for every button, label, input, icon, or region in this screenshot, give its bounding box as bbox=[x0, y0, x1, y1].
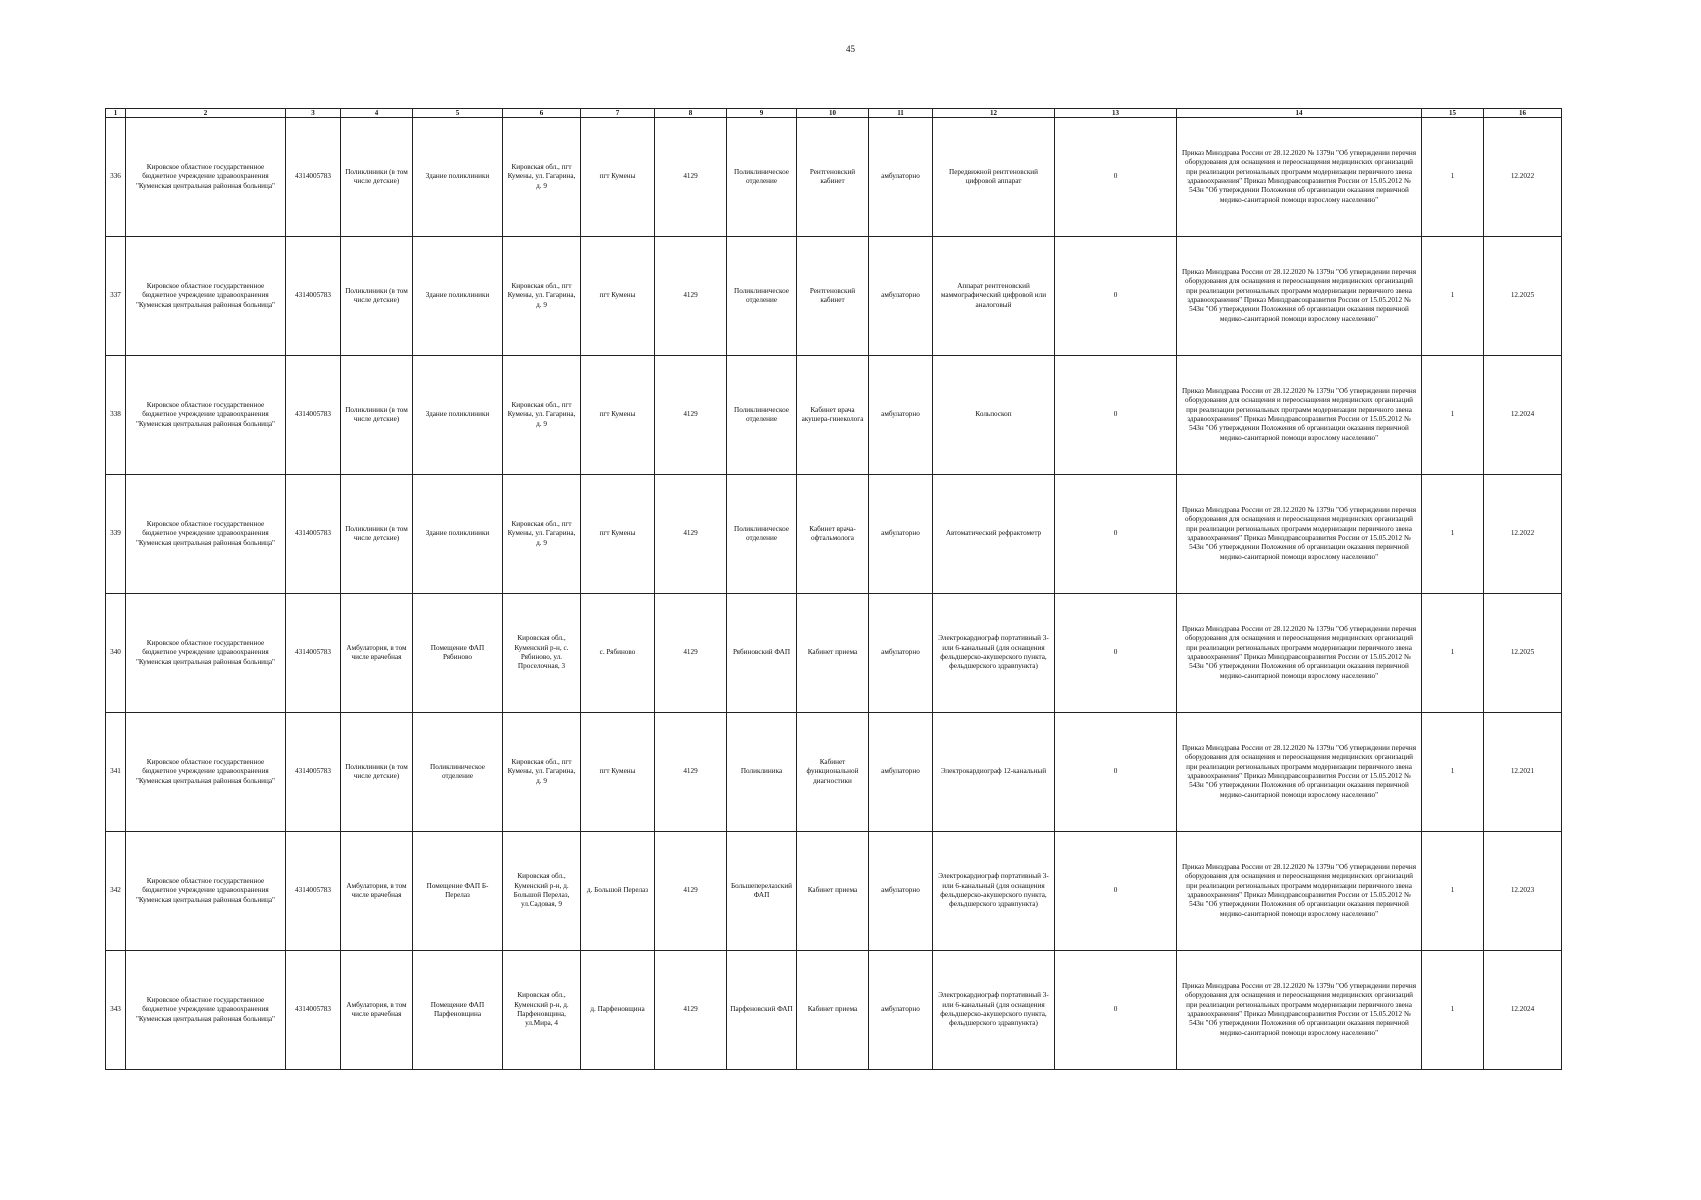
cell-address: Кировская обл., пгт Кумены, ул. Гагарина, д. 9 bbox=[503, 475, 581, 594]
cell-organization: Кировское областное государственное бюджетное учреждение здравоохранения "Куменская центральная районная больница" bbox=[126, 475, 286, 594]
table-row bbox=[106, 832, 1562, 951]
cell-row-number: 339 bbox=[106, 475, 126, 594]
cell-building: Помещение ФАП Рябиново bbox=[413, 594, 503, 713]
cell-address: Кировская обл., пгт Кумены, ул. Гагарина, д. 9 bbox=[503, 713, 581, 832]
cell-code: 4129 bbox=[655, 356, 727, 475]
cell-address: Кировская обл., Куменский р-н, с. Рябиново, ул. Проселочная, 3 bbox=[503, 594, 581, 713]
cell-equipment: Электрокардиограф 12-канальный bbox=[933, 713, 1055, 832]
cell-row-number: 342 bbox=[106, 832, 126, 951]
cell-existing-count: 0 bbox=[1055, 237, 1177, 356]
cell-facility-type: Поликлиники (в том числе детские) bbox=[341, 713, 413, 832]
table-row bbox=[106, 594, 1562, 713]
cell-locality: д. Большой Перелаз bbox=[581, 832, 655, 951]
column-number-10: 10 bbox=[797, 109, 869, 118]
cell-department: Поликлиническое отделение bbox=[727, 475, 797, 594]
cell-legal-basis: Приказ Минздрава России от 28.12.2020 № 1379н "Об утверждении перечня оборудования для оснащения и переоснащения медицинских организаций при реализации региональных программ модернизации первичного звена здравоохранения" Приказ Минздравсоцразвития России от 15.05.2012 № 543н "Об утверждении Положения об организации оказания первичной медико-санитарной помощи взрослому населению" bbox=[1177, 356, 1422, 475]
cell-building: Здание поликлиники bbox=[413, 237, 503, 356]
cell-address: Кировская обл., пгт Кумены, ул. Гагарина, д. 9 bbox=[503, 356, 581, 475]
cell-quantity: 1 bbox=[1422, 832, 1484, 951]
cell-organization: Кировское областное государственное бюджетное учреждение здравоохранения "Куменская центральная районная больница" bbox=[126, 713, 286, 832]
cell-inn: 4314005783 bbox=[286, 713, 341, 832]
cell-existing-count: 0 bbox=[1055, 713, 1177, 832]
cell-care-mode: амбулаторно bbox=[869, 713, 933, 832]
cell-code: 4129 bbox=[655, 713, 727, 832]
column-number-7: 7 bbox=[581, 109, 655, 118]
cell-facility-type: Поликлиники (в том числе детские) bbox=[341, 118, 413, 237]
cell-inn: 4314005783 bbox=[286, 475, 341, 594]
page-number: 45 bbox=[846, 44, 855, 54]
cell-room: Кабинет врача акушера-гинеколога bbox=[797, 356, 869, 475]
cell-legal-basis: Приказ Минздрава России от 28.12.2020 № 1379н "Об утверждении перечня оборудования для оснащения и переоснащения медицинских организаций при реализации региональных программ модернизации первичного звена здравоохранения" Приказ Минздравсоцразвития России от 15.05.2012 № 543н "Об утверждении Положения об организации оказания первичной медико-санитарной помощи взрослому населению" bbox=[1177, 475, 1422, 594]
table-row bbox=[106, 237, 1562, 356]
cell-organization: Кировское областное государственное бюджетное учреждение здравоохранения "Куменская центральная районная больница" bbox=[126, 356, 286, 475]
cell-date: 12.2024 bbox=[1484, 951, 1562, 1070]
cell-building: Поликлиническое отделение bbox=[413, 713, 503, 832]
cell-locality: д. Парфеновщина bbox=[581, 951, 655, 1070]
cell-facility-type: Амбулатория, в том числе врачебная bbox=[341, 832, 413, 951]
table-row bbox=[106, 118, 1562, 237]
cell-care-mode: амбулаторно bbox=[869, 475, 933, 594]
cell-organization: Кировское областное государственное бюджетное учреждение здравоохранения "Куменская центральная районная больница" bbox=[126, 118, 286, 237]
cell-legal-basis: Приказ Минздрава России от 28.12.2020 № 1379н "Об утверждении перечня оборудования для оснащения и переоснащения медицинских организаций при реализации региональных программ модернизации первичного звена здравоохранения" Приказ Минздравсоцразвития России от 15.05.2012 № 543н "Об утверждении Положения об организации оказания первичной медико-санитарной помощи взрослому населению" bbox=[1177, 594, 1422, 713]
cell-care-mode: амбулаторно bbox=[869, 594, 933, 713]
cell-equipment: Передвижной рентгеновский цифровой аппарат bbox=[933, 118, 1055, 237]
cell-existing-count: 0 bbox=[1055, 832, 1177, 951]
cell-equipment: Кольпоскоп bbox=[933, 356, 1055, 475]
cell-quantity: 1 bbox=[1422, 713, 1484, 832]
cell-quantity: 1 bbox=[1422, 356, 1484, 475]
cell-inn: 4314005783 bbox=[286, 951, 341, 1070]
cell-equipment: Автоматический рефрактометр bbox=[933, 475, 1055, 594]
cell-legal-basis: Приказ Минздрава России от 28.12.2020 № 1379н "Об утверждении перечня оборудования для оснащения и переоснащения медицинских организаций при реализации региональных программ модернизации первичного звена здравоохранения" Приказ Минздравсоцразвития России от 15.05.2012 № 543н "Об утверждении Положения об организации оказания первичной медико-санитарной помощи взрослому населению" bbox=[1177, 713, 1422, 832]
cell-date: 12.2024 bbox=[1484, 356, 1562, 475]
cell-room: Кабинет приема bbox=[797, 832, 869, 951]
cell-care-mode: амбулаторно bbox=[869, 832, 933, 951]
cell-date: 12.2025 bbox=[1484, 237, 1562, 356]
cell-building: Здание поликлиники bbox=[413, 475, 503, 594]
cell-care-mode: амбулаторно bbox=[869, 237, 933, 356]
cell-building: Здание поликлиники bbox=[413, 356, 503, 475]
cell-equipment: Электрокардиограф портативный 3- или 6-канальный (для оснащения фельдшерско-акушерского пункта, фельдшерского здравпункта) bbox=[933, 832, 1055, 951]
cell-locality: пгт Кумены bbox=[581, 237, 655, 356]
column-number-12: 12 bbox=[933, 109, 1055, 118]
cell-department: Поликлиническое отделение bbox=[727, 237, 797, 356]
table-body bbox=[106, 118, 1562, 1070]
cell-date: 12.2022 bbox=[1484, 118, 1562, 237]
column-number-1: 1 bbox=[106, 109, 126, 118]
cell-equipment: Электрокардиограф портативный 3- или 6-канальный (для оснащения фельдшерско-акушерского пункта, фельдшерского здравпункта) bbox=[933, 951, 1055, 1070]
cell-facility-type: Поликлиники (в том числе детские) bbox=[341, 237, 413, 356]
cell-room: Рентгеновский кабинет bbox=[797, 118, 869, 237]
cell-code: 4129 bbox=[655, 237, 727, 356]
cell-department: Поликлиническое отделение bbox=[727, 118, 797, 237]
cell-room: Рентгеновский кабинет bbox=[797, 237, 869, 356]
cell-room: Кабинет приема bbox=[797, 594, 869, 713]
cell-legal-basis: Приказ Минздрава России от 28.12.2020 № 1379н "Об утверждении перечня оборудования для оснащения и переоснащения медицинских организаций при реализации региональных программ модернизации первичного звена здравоохранения" Приказ Минздравсоцразвития России от 15.05.2012 № 543н "Об утверждении Положения об организации оказания первичной медико-санитарной помощи взрослому населению" bbox=[1177, 118, 1422, 237]
cell-row-number: 343 bbox=[106, 951, 126, 1070]
cell-date: 12.2022 bbox=[1484, 475, 1562, 594]
table-row bbox=[106, 951, 1562, 1070]
cell-room: Кабинет приема bbox=[797, 951, 869, 1070]
cell-facility-type: Поликлиники (в том числе детские) bbox=[341, 475, 413, 594]
table-row bbox=[106, 475, 1562, 594]
cell-code: 4129 bbox=[655, 118, 727, 237]
cell-department: Рябиновский ФАП bbox=[727, 594, 797, 713]
cell-locality: пгт Кумены bbox=[581, 713, 655, 832]
cell-organization: Кировское областное государственное бюджетное учреждение здравоохранения "Куменская центральная районная больница" bbox=[126, 594, 286, 713]
cell-date: 12.2023 bbox=[1484, 832, 1562, 951]
cell-care-mode: амбулаторно bbox=[869, 951, 933, 1070]
cell-address: Кировская обл., пгт Кумены, ул. Гагарина, д. 9 bbox=[503, 118, 581, 237]
cell-equipment: Электрокардиограф портативный 3- или 6-канальный (для оснащения фельдшерско-акушерского пункта, фельдшерского здравпункта) bbox=[933, 594, 1055, 713]
cell-row-number: 336 bbox=[106, 118, 126, 237]
cell-facility-type: Амбулатория, в том числе врачебная bbox=[341, 594, 413, 713]
cell-quantity: 1 bbox=[1422, 594, 1484, 713]
cell-code: 4129 bbox=[655, 832, 727, 951]
table-row bbox=[106, 713, 1562, 832]
cell-care-mode: амбулаторно bbox=[869, 356, 933, 475]
cell-department: Поликлиническое отделение bbox=[727, 356, 797, 475]
cell-inn: 4314005783 bbox=[286, 832, 341, 951]
cell-organization: Кировское областное государственное бюджетное учреждение здравоохранения "Куменская центральная районная больница" bbox=[126, 237, 286, 356]
cell-address: Кировская обл., Куменский р-н, д. Парфеновщина, ул.Мира, 4 bbox=[503, 951, 581, 1070]
header-row bbox=[106, 109, 1562, 118]
column-number-15: 15 bbox=[1422, 109, 1484, 118]
cell-building: Здание поликлиники bbox=[413, 118, 503, 237]
cell-inn: 4314005783 bbox=[286, 118, 341, 237]
cell-department: Большеперелазский ФАП bbox=[727, 832, 797, 951]
cell-building: Помещение ФАП Б-Перелаз bbox=[413, 832, 503, 951]
cell-code: 4129 bbox=[655, 475, 727, 594]
cell-locality: пгт Кумены bbox=[581, 118, 655, 237]
cell-locality: пгт Кумены bbox=[581, 356, 655, 475]
cell-address: Кировская обл., Куменский р-н, д. Большой Перелаз, ул.Садовая, 9 bbox=[503, 832, 581, 951]
table-row bbox=[106, 356, 1562, 475]
column-number-13: 13 bbox=[1055, 109, 1177, 118]
cell-row-number: 337 bbox=[106, 237, 126, 356]
cell-date: 12.2021 bbox=[1484, 713, 1562, 832]
cell-existing-count: 0 bbox=[1055, 356, 1177, 475]
cell-row-number: 338 bbox=[106, 356, 126, 475]
cell-locality: с. Рябиново bbox=[581, 594, 655, 713]
cell-code: 4129 bbox=[655, 951, 727, 1070]
column-number-header bbox=[106, 109, 1562, 118]
cell-inn: 4314005783 bbox=[286, 594, 341, 713]
cell-inn: 4314005783 bbox=[286, 356, 341, 475]
column-number-2: 2 bbox=[126, 109, 286, 118]
column-number-8: 8 bbox=[655, 109, 727, 118]
column-number-11: 11 bbox=[869, 109, 933, 118]
column-number-3: 3 bbox=[286, 109, 341, 118]
column-number-6: 6 bbox=[503, 109, 581, 118]
column-number-5: 5 bbox=[413, 109, 503, 118]
cell-organization: Кировское областное государственное бюджетное учреждение здравоохранения "Куменская центральная районная больница" bbox=[126, 951, 286, 1070]
cell-room: Кабинет функциональной диагностики bbox=[797, 713, 869, 832]
cell-quantity: 1 bbox=[1422, 237, 1484, 356]
cell-equipment: Аппарат рентгеновский маммографический цифровой или аналоговый bbox=[933, 237, 1055, 356]
cell-row-number: 340 bbox=[106, 594, 126, 713]
cell-care-mode: амбулаторно bbox=[869, 118, 933, 237]
cell-building: Помещение ФАП Парфеновщина bbox=[413, 951, 503, 1070]
cell-legal-basis: Приказ Минздрава России от 28.12.2020 № 1379н "Об утверждении перечня оборудования для оснащения и переоснащения медицинских организаций при реализации региональных программ модернизации первичного звена здравоохранения" Приказ Минздравсоцразвития России от 15.05.2012 № 543н "Об утверждении Положения об организации оказания первичной медико-санитарной помощи взрослому населению" bbox=[1177, 237, 1422, 356]
column-number-16: 16 bbox=[1484, 109, 1562, 118]
cell-row-number: 341 bbox=[106, 713, 126, 832]
cell-quantity: 1 bbox=[1422, 118, 1484, 237]
cell-department: Поликлиника bbox=[727, 713, 797, 832]
cell-locality: пгт Кумены bbox=[581, 475, 655, 594]
cell-inn: 4314005783 bbox=[286, 237, 341, 356]
cell-quantity: 1 bbox=[1422, 475, 1484, 594]
cell-address: Кировская обл., пгт Кумены, ул. Гагарина, д. 9 bbox=[503, 237, 581, 356]
cell-existing-count: 0 bbox=[1055, 594, 1177, 713]
cell-existing-count: 0 bbox=[1055, 475, 1177, 594]
cell-organization: Кировское областное государственное бюджетное учреждение здравоохранения "Куменская центральная районная больница" bbox=[126, 832, 286, 951]
cell-existing-count: 0 bbox=[1055, 118, 1177, 237]
cell-quantity: 1 bbox=[1422, 951, 1484, 1070]
cell-legal-basis: Приказ Минздрава России от 28.12.2020 № 1379н "Об утверждении перечня оборудования для оснащения и переоснащения медицинских организаций при реализации региональных программ модернизации первичного звена здравоохранения" Приказ Минздравсоцразвития России от 15.05.2012 № 543н "Об утверждении Положения об организации оказания первичной медико-санитарной помощи взрослому населению" bbox=[1177, 951, 1422, 1070]
column-number-9: 9 bbox=[727, 109, 797, 118]
column-number-14: 14 bbox=[1177, 109, 1422, 118]
cell-department: Парфеновский ФАП bbox=[727, 951, 797, 1070]
cell-date: 12.2025 bbox=[1484, 594, 1562, 713]
cell-room: Кабинет врача-офтальмолога bbox=[797, 475, 869, 594]
cell-code: 4129 bbox=[655, 594, 727, 713]
cell-facility-type: Поликлиники (в том числе детские) bbox=[341, 356, 413, 475]
cell-legal-basis: Приказ Минздрава России от 28.12.2020 № 1379н "Об утверждении перечня оборудования для оснащения и переоснащения медицинских организаций при реализации региональных программ модернизации первичного звена здравоохранения" Приказ Минздравсоцразвития России от 15.05.2012 № 543н "Об утверждении Положения об организации оказания первичной медико-санитарной помощи взрослому населению" bbox=[1177, 832, 1422, 951]
equipment-registry-table bbox=[105, 108, 1562, 1070]
column-number-4: 4 bbox=[341, 109, 413, 118]
cell-existing-count: 0 bbox=[1055, 951, 1177, 1070]
cell-facility-type: Амбулатория, в том числе врачебная bbox=[341, 951, 413, 1070]
